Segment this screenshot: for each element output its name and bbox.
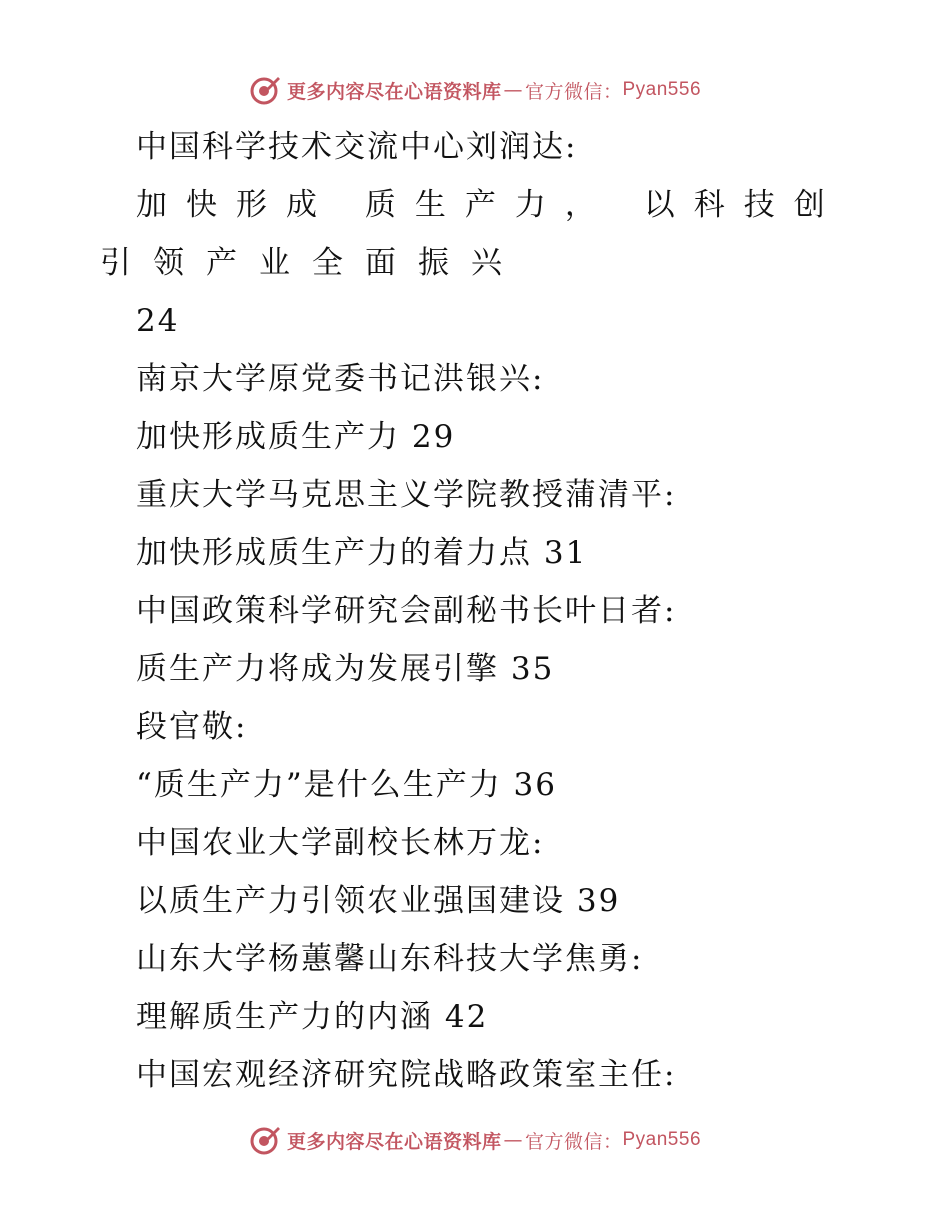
toc-line: 段官敬: xyxy=(136,709,248,745)
watermark-separator: — xyxy=(503,79,523,101)
toc-page-number: 24 xyxy=(136,303,180,339)
toc-line: 引领产业全面振兴 xyxy=(100,245,524,281)
toc-line: 重庆大学马克思主义学院教授蒲清平: xyxy=(136,477,677,513)
watermark-separator: — xyxy=(503,1129,523,1151)
toc-line: 中国宏观经济研究院战略政策室主任: xyxy=(136,1057,677,1093)
toc-line: 山东大学杨蕙馨山东科技大学焦勇: xyxy=(136,941,644,977)
footer-watermark xyxy=(0,1122,950,1158)
toc-line: 加快形成质生产力的着力点 31 xyxy=(136,535,588,571)
watermark-official-label: 官方微信： xyxy=(524,80,623,103)
toc-line: 加快形成 质生产力， 以科技创 xyxy=(136,187,844,223)
watermark-official-label: 官方微信： xyxy=(524,1130,623,1153)
toc-line: 以质生产力引领农业强国建设 39 xyxy=(136,883,621,919)
toc-line: 中国农业大学副校长林万龙: xyxy=(136,825,545,861)
watermark-brand: 更多内容尽在心语资料库 xyxy=(286,80,502,103)
toc-line: “质生产力”是什么生产力 36 xyxy=(136,767,557,803)
pen-logo-icon xyxy=(249,1124,281,1156)
watermark-brand: 更多内容尽在心语资料库 xyxy=(286,1130,502,1153)
header-watermark xyxy=(0,72,950,108)
watermark-account: Pyan556 xyxy=(622,79,702,100)
toc-line: 中国科学技术交流中心刘润达: xyxy=(136,129,578,165)
toc-line: 中国政策科学研究会副秘书长叶日者: xyxy=(136,593,677,629)
pen-logo-icon xyxy=(249,74,281,106)
toc-line: 加快形成质生产力 29 xyxy=(136,419,456,455)
toc-line: 理解质生产力的内涵 42 xyxy=(136,999,489,1035)
toc-line: 质生产力将成为发展引擎 35 xyxy=(136,651,555,687)
toc-line: 南京大学原党委书记洪银兴: xyxy=(136,361,545,397)
watermark-account: Pyan556 xyxy=(622,1129,702,1150)
